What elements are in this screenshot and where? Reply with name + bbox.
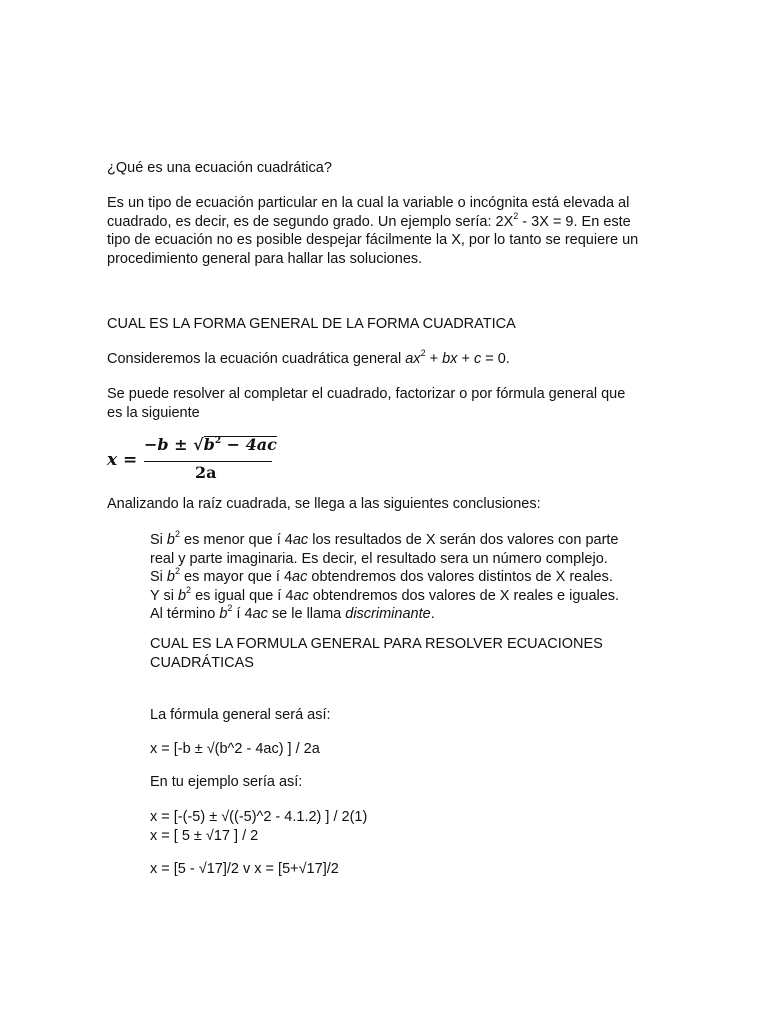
question-heading: ¿Qué es una ecuación cuadrática?: [107, 160, 332, 176]
quadratic-formula: [107, 436, 277, 484]
definition-paragraph: Es un tipo de ecuación particular en la cual la variable o incógnita está elevada al cuadrado, es decir, es de segundo grado. Un ejemplo sería: $2X^2 - 3X = 9$. En este tipo de ecuación no es posible despejar fácilmente la X, por lo tanto se requiere un procedimiento general para hallar las soluciones.: [107, 195, 639, 267]
fraction-bar: [144, 461, 272, 462]
sqrt-icon: √: [193, 435, 204, 454]
section-heading-general-form: CUAL ES LA FORMA GENERAL DE LA FORMA CUADRATICA: [107, 316, 516, 332]
document-page: [107, 0, 707, 1024]
formula-intro: La fórmula general será así:: [150, 707, 331, 723]
analysis-paragraph: Analizando la raíz cuadrada, se llega a las siguientes conclusiones:: [107, 496, 541, 512]
formula-denominator: 2a: [195, 463, 217, 482]
general-equation-paragraph: Consideremos la ecuación cuadrática general $ax^2$ + bx + c = 0.: [107, 348, 510, 367]
example-solution: x = [5 - √17]/2 v x = [5+√17]/2: [150, 861, 339, 877]
resolve-methods-paragraph: Se puede resolver al completar el cuadrado, factorizar o por fórmula general que es la siguiente: [107, 386, 626, 421]
example-steps: x = [-(-5) ± √((-5)^2 - 4.1.2) ] / 2(1) x = [ 5 ± √17 ] / 2: [150, 809, 368, 844]
conclusions-list: Si $b^2$ es menor que í 4ac los resultados de X serán dos valores con parte real y parte imaginaria. Es decir, el resultado sera un número complejo. Si $b^2$ es mayor que í 4ac obtendremos dos valores distintos de X reales. Y si $b^2$ es igual que í 4ac obtendremos dos valores de X reales e iguales. Al término $b^2$ í 4ac se le llama discriminante.: [150, 529, 620, 622]
example-intro: En tu ejemplo sería así:: [150, 774, 303, 790]
section-heading-general-formula: CUAL ES LA FORMULA GENERAL PARA RESOLVER ECUACIONES CUADRÁTICAS: [150, 636, 603, 671]
formula-lhs: x =: [107, 450, 138, 470]
formula-text: x = [-b ± √(b^2 - 4ac) ] / 2a: [150, 741, 320, 757]
formula-numerator: $-b \pm √b^2 - 4ac$: [144, 435, 277, 454]
